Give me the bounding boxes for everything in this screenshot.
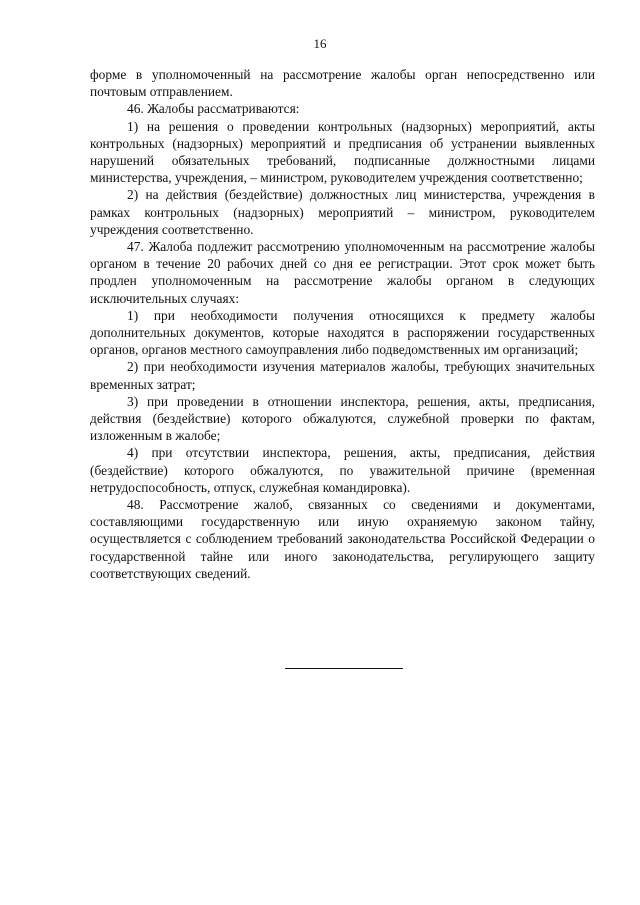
paragraph-47-item-1: 1) при необходимости получения относящихся к предмету жалобы дополнительных документов, которые находятся в распоряжении государственных органов, органов местного самоуправления либо подведомственных им организаций;: [90, 307, 595, 358]
document-body: [90, 66, 595, 582]
end-of-document-rule: [285, 668, 403, 669]
paragraph-47-item-3: 3) при проведении в отношении инспектора, решения, акты, предписания, действия (бездействие) которого обжалуются, служебной проверки по фактам, изложенным в жалобе;: [90, 393, 595, 444]
paragraph-46: 46. Жалобы рассматриваются:: [127, 101, 300, 117]
paragraph-47-item-2: 2) при необходимости изучения материалов жалобы, требующих значительных временных затрат;: [90, 359, 595, 392]
paragraph-47: 47. Жалоба подлежит рассмотрению уполномоченным на рассмотрение жалобы органом в течение 20 рабочих дней со дня ее регистрации. Этот срок может быть продлен уполномоченным на рассмотрение жалобы органом в следующих исключительных случаях:: [90, 239, 595, 306]
paragraph-continuation: форме в уполномоченный на рассмотрение жалобы орган непосредственно или почтовым отправлением.: [90, 67, 595, 100]
page-number: 16: [313, 36, 327, 51]
paragraph-48: 48. Рассмотрение жалоб, связанных со сведениями и документами, составляющими государственную или иную охраняемую законом тайну, осуществляется с соблюдением требований законодательства Российской Федерации о государственной тайне или иного законодательства, регулирующего защиту соответствующих сведений.: [90, 497, 595, 581]
paragraph-46-item-2: 2) на действия (бездействие) должностных лиц министерства, учреждения в рамках контрольных (надзорных) мероприятий – министром, руководителем учреждения соответственно.: [90, 187, 595, 237]
paragraph-47-item-4: 4) при отсутствии инспектора, решения, акты, предписания, действия (бездействие) которого обжалуются, по уважительной причине (временная нетрудоспособность, отпуск, служебная командировка).: [90, 445, 595, 495]
paragraph-46-item-1: 1) на решения о проведении контрольных (надзорных) мероприятий, акты контрольных (надзорных) мероприятий и предписания об устранении выявленных нарушений обязательных требований, подписанные должностными лицами министерства, учреждения, – министром, руководителем учреждения соответственно;: [90, 118, 595, 186]
